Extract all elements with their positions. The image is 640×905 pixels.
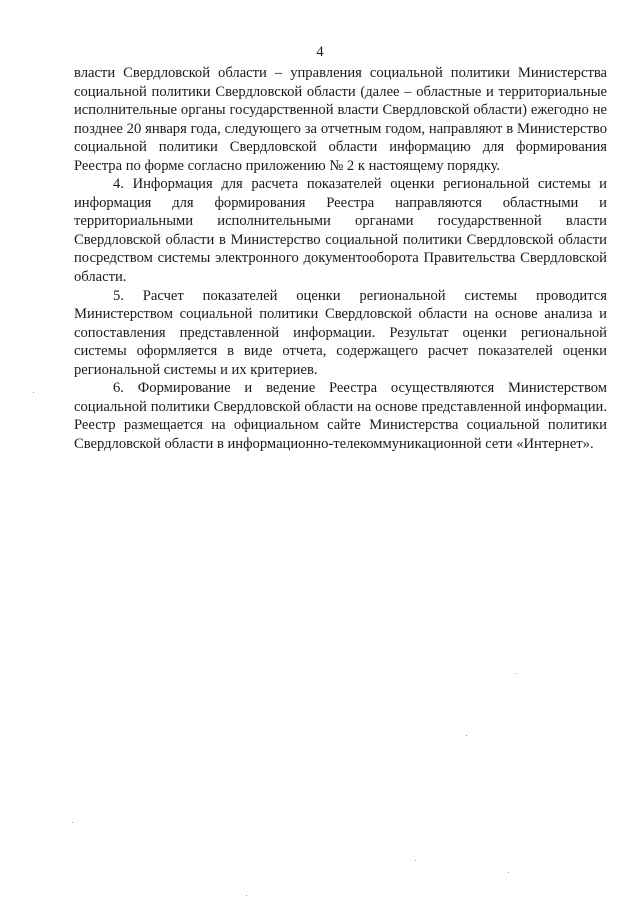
scan-speck: [246, 895, 247, 896]
document-body: [74, 64, 607, 453]
paragraph-6: 6. Формирование и ведение Реестра осуществляются Министерством социальной политики Свердловской области на основе представленной информации. Реестр размещается на официальном сайте Министерства социальной политики Свердловской области в информационно-телекоммуникационной сети «Интернет».: [74, 380, 607, 452]
scan-speck: [516, 673, 517, 674]
scan-speck: [508, 872, 509, 873]
scan-speck: [72, 822, 73, 823]
paragraph-5: 5. Расчет показателей оценки региональной системы проводится Министерством социальной политики Свердловской области на основе анализа и сопоставления представленной информации. Результат оценки региональной системы оформляется в виде отчета, содержащего расчет показателей оценки региональной системы и их критериев.: [74, 287, 607, 378]
scan-speck: [415, 860, 416, 861]
page-number: 4: [316, 44, 324, 60]
scan-speck: [33, 392, 34, 393]
paragraph-continuation: власти Свердловской области – управления социальной политики Министерства социальной политики Свердловской области (далее – областные и территориальные исполнительные органы государственной власти Свердловской области) ежегодно не позднее 20 января года, следующего за отчетным годом, направляют в Министерство социальной политики Свердловской области информацию для формирования Реестра по форме согласно приложению № 2 к настоящему порядку.: [74, 65, 607, 174]
scan-speck: [466, 735, 467, 736]
paragraph-4: 4. Информация для расчета показателей оценки региональной системы и информация для формирования Реестра направляются областными и территориальными исполнительными органами государственной власти Свердловской области в Министерство социальной политики Свердловской области посредством системы электронного документооборота Правительства Свердловской области.: [74, 176, 607, 286]
